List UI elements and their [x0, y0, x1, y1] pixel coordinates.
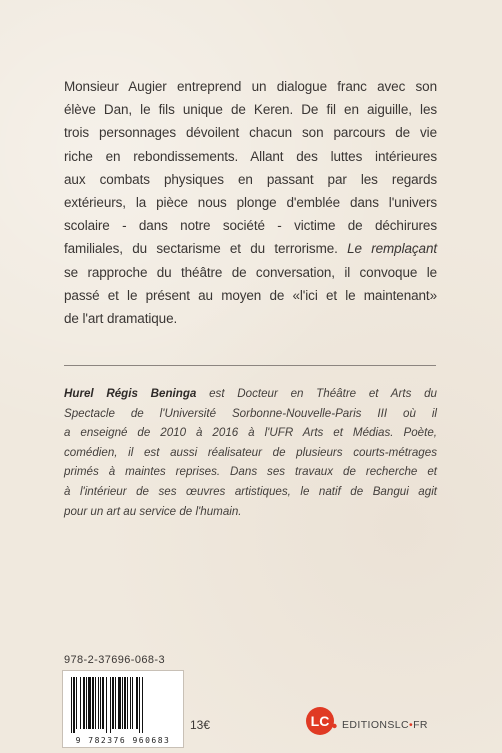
barcode-bar: [130, 677, 131, 729]
synopsis-line: passé et le présent au moyen de «l'ici et le maintenant»: [64, 287, 437, 303]
barcode-bar: [124, 677, 126, 729]
barcode-bar: [100, 677, 101, 729]
barcode-bar: [110, 677, 111, 733]
svg-text:LC: LC: [310, 713, 330, 729]
barcode-bar: [106, 677, 107, 733]
publisher-logo: [305, 706, 428, 736]
synopsis-line: aux combats physiques en passant par les regards: [64, 171, 437, 187]
synopsis-line: [64, 237, 437, 260]
barcode-bar: [71, 677, 72, 733]
barcode-bar: [73, 677, 75, 733]
barcode-bar: [83, 677, 85, 729]
synopsis-line: de l'art dramatique.: [64, 311, 178, 327]
bio-line: [64, 384, 437, 404]
barcode-bar: [115, 677, 116, 729]
bio-line: a enseigné de 2010 à 2016 à l'UFR Arts et Médias. Poète,: [64, 426, 437, 440]
synopsis-line: Monsieur Augier entreprend un dialogue franc avec son: [64, 79, 437, 94]
synopsis-line: extérieurs, la pièce nous plonge d'emblée dans l'univers: [64, 195, 437, 211]
bio-line: à l'intérieur de ses œuvres artistiques, le natif de Bangui agit: [64, 484, 437, 498]
barcode-digits: 9 782376 960683: [75, 736, 171, 745]
synopsis-line-text: familiales, du sectarisme et du terrorisme.: [64, 241, 338, 257]
bio-line: Spectacle de l'Université Sorbonne-Nouvelle-Paris III où il: [64, 406, 437, 420]
barcode-bar: [132, 677, 133, 729]
barcode-bar: [76, 677, 77, 729]
synopsis-text: [64, 75, 437, 330]
book-title: Le remplaçant: [347, 241, 438, 257]
synopsis-line: scolaire - dans notre société - victime de déchirures: [64, 218, 437, 234]
synopsis-line: riche en rebondissements. Allant des luttes intérieures: [64, 148, 437, 164]
barcode-bar: [88, 677, 91, 729]
bio-line: comédien, il est aussi réalisateur de plusieurs courts-métrages: [64, 445, 437, 459]
barcode-bar: [102, 677, 104, 729]
barcode-bar: [136, 677, 138, 729]
synopsis-line: élève Dan, le fils unique de Keren. De fil en aiguille, les: [64, 102, 437, 118]
barcode-bar: [86, 677, 87, 729]
bio-line: pour un art au service de l'humain.: [64, 504, 242, 518]
barcode-bar: [80, 677, 81, 729]
synopsis-line: trois personnages dévoilent chacun son parcours de vie: [64, 125, 437, 141]
barcode-bar: [118, 677, 121, 729]
publisher-name: EDITIONSLC•FR: [342, 718, 428, 731]
barcode-bar: [95, 677, 96, 729]
section-divider: [64, 365, 436, 366]
synopsis-line: se rapproche du théâtre de conversation, il convoque le: [64, 264, 437, 280]
lc-logo-icon: [305, 706, 339, 736]
barcode-bar: [127, 677, 128, 729]
author-name: Hurel Régis Beninga: [64, 387, 197, 400]
isbn-number: 978-2-37696-068-3: [64, 654, 165, 666]
barcode-bar: [139, 677, 140, 733]
bio-line-text: est Docteur en Théâtre et Arts du: [196, 387, 437, 400]
barcode-bar: [92, 677, 94, 729]
price-label: 13€: [190, 718, 211, 732]
barcode-bars: [69, 677, 177, 733]
barcode-bar: [122, 677, 123, 729]
barcode-bar: [98, 677, 99, 729]
barcode-bar: [112, 677, 114, 729]
author-bio: [64, 384, 437, 521]
bio-line: primés à maintes reprises. Dans ses travaux de recherche et: [64, 465, 437, 479]
barcode: [62, 670, 184, 748]
barcode-bar: [142, 677, 143, 733]
